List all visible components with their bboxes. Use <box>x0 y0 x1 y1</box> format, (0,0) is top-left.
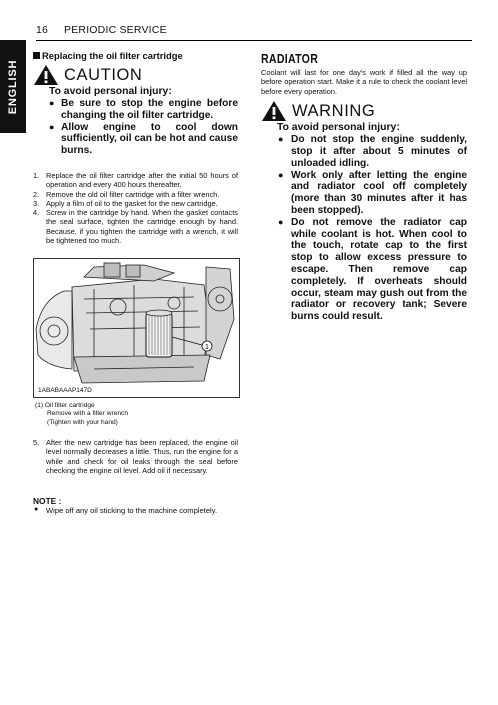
warning-bullet: ● Work only after letting the engine and radiator cool off completely (more than 30 minutes after it has been stopped). <box>261 170 467 217</box>
step-5-block <box>33 438 238 475</box>
caption-line: (Tighten with your hand) <box>47 418 118 426</box>
callout-number: 1 <box>205 344 209 351</box>
caution-bullets <box>33 98 238 157</box>
page-number: 16 <box>36 24 49 36</box>
caution-bullet: ● Allow engine to cool down sufficiently, oil can be hot and cause burns. <box>33 122 238 157</box>
engine-illustration <box>33 258 240 398</box>
procedure-steps-cont <box>33 438 238 475</box>
caption-line: (1) Oil filter cartridge <box>35 402 95 409</box>
oil-filter-heading: Replacing the oil filter cartridge <box>33 50 238 61</box>
step-item: 2. Remove the old oil filter cartridge with a filter wrench. <box>33 189 220 199</box>
section-title: PERIODIC SERVICE <box>64 24 167 36</box>
warning-bullets <box>261 134 467 323</box>
engine-drawing <box>34 259 239 397</box>
page-header <box>36 24 472 36</box>
left-column <box>33 50 238 245</box>
caution-avoid-text: To avoid personal injury: <box>49 86 172 97</box>
caution-bullet: ● Be sure to stop the engine before changing the oil filter cartridge. <box>33 98 238 122</box>
caution-label: CAUTION <box>64 65 143 84</box>
warning-triangle-icon <box>33 64 59 86</box>
warning-bullet: ● Do not stop the engine suddenly, stop it after about 5 minutes of unloaded idling. <box>261 134 467 169</box>
step-item: 1. Replace the oil filter cartridge after the initial 50 hours of operation and every 400 hours thereafter. <box>33 170 238 190</box>
radiator-heading: RADIATOR <box>261 52 319 66</box>
procedure-steps <box>33 171 238 245</box>
note-block <box>33 496 238 515</box>
warning-avoid-text: To avoid personal injury: <box>277 122 400 134</box>
radiator-intro: Coolant will last for one day's work if filled all the way up before operation start. Make it a rule to check the coolant level before every operation. <box>261 68 467 96</box>
warning-header <box>261 100 467 122</box>
caption-line: Remove with a filter wrench <box>47 410 128 418</box>
note-item: ● Wipe off any oil sticking to the machine completely. <box>33 506 238 515</box>
step-item: 5. After the new cartridge has been replaced, the engine oil level normally decreases a little. Thus, run the engine for a while and check for oil leaks through the seal before checking the engine oil level. Add oil if necessary. <box>33 438 238 475</box>
figure-caption <box>35 402 238 427</box>
step-item: 3. Apply a film of oil to the gasket for the new cartridge. <box>33 198 218 208</box>
right-column <box>261 50 467 323</box>
square-bullet-icon <box>33 52 40 59</box>
warning-triangle-icon <box>261 100 287 122</box>
warning-bullet: ● Do not remove the radiator cap while coolant is hot. When cool to the touch, rotate cap to the first stop to allow excess pressure to escape. Then remove cap completely. If overheats should occur, steam may gush out from the radiator or recovery tank; Severe burns could result. <box>261 217 467 323</box>
language-tab-label: ENGLISH <box>7 59 19 114</box>
step-item: 4. Screw in the cartridge by hand. When the gasket contacts the seal surface, tighten the cartridge enough by hand. Because, if you tighten the cartridge with a wrench, it will be tightened too much. <box>33 208 238 246</box>
note-heading: NOTE : <box>33 496 62 506</box>
header-rule <box>36 40 472 41</box>
caution-header <box>33 64 238 86</box>
language-tab <box>0 40 26 133</box>
warning-label: WARNING <box>292 101 376 120</box>
figure-code: 1ABABAAAP147D <box>38 387 92 394</box>
